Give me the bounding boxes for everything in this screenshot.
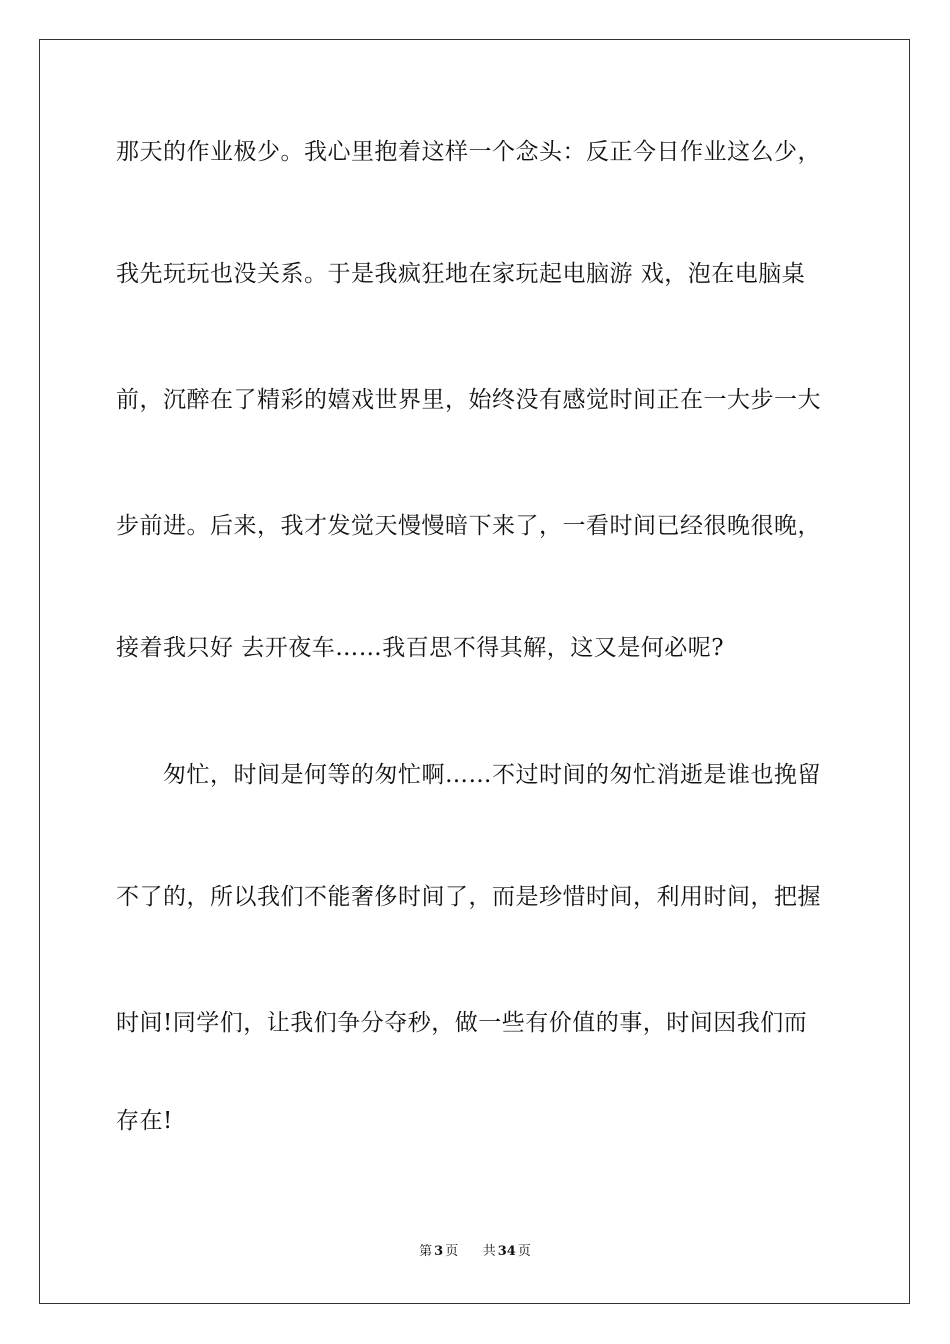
text-line: 我先玩玩也没关系。于是我疯狂地在家玩起电脑游 戏，泡在电脑桌 [116,261,806,287]
page-indicator [417,1244,460,1259]
text-line: 那天的作业极少。我心里抱着这样一个念头：反正今日作业这么少， [116,139,821,165]
text-line: 匆忙，时间是何等的匆忙啊……不过时间的匆忙消逝是谁也挽留 [116,762,821,788]
page-footer [0,1243,950,1261]
page-number: 3 [434,1244,444,1259]
page-suffix: 页 [445,1244,459,1259]
total-pages: 34 [497,1244,516,1259]
total-pages-indicator [481,1244,533,1259]
total-prefix: 共 [482,1244,496,1259]
text-line: 前，沉醉在了精彩的嬉戏世界里，始终没有感觉时间正在一大步一大 [116,387,821,413]
text-line: 接着我只好 去开夜车……我百思不得其解，这又是何必呢? [116,635,725,661]
page-prefix: 第 [419,1244,433,1259]
text-line: 不了的，所以我们不能奢侈时间了，而是珍惜时间，利用时间，把握 [116,884,821,910]
text-line: 存在! [116,1108,173,1134]
text-line: 时间!同学们，让我们争分夺秒，做一些有价值的事，时间因我们而 [116,1010,808,1036]
text-line: 步前进。后来，我才发觉天慢慢暗下来了，一看时间已经很晚很晚， [116,513,821,539]
total-suffix: 页 [517,1244,531,1259]
